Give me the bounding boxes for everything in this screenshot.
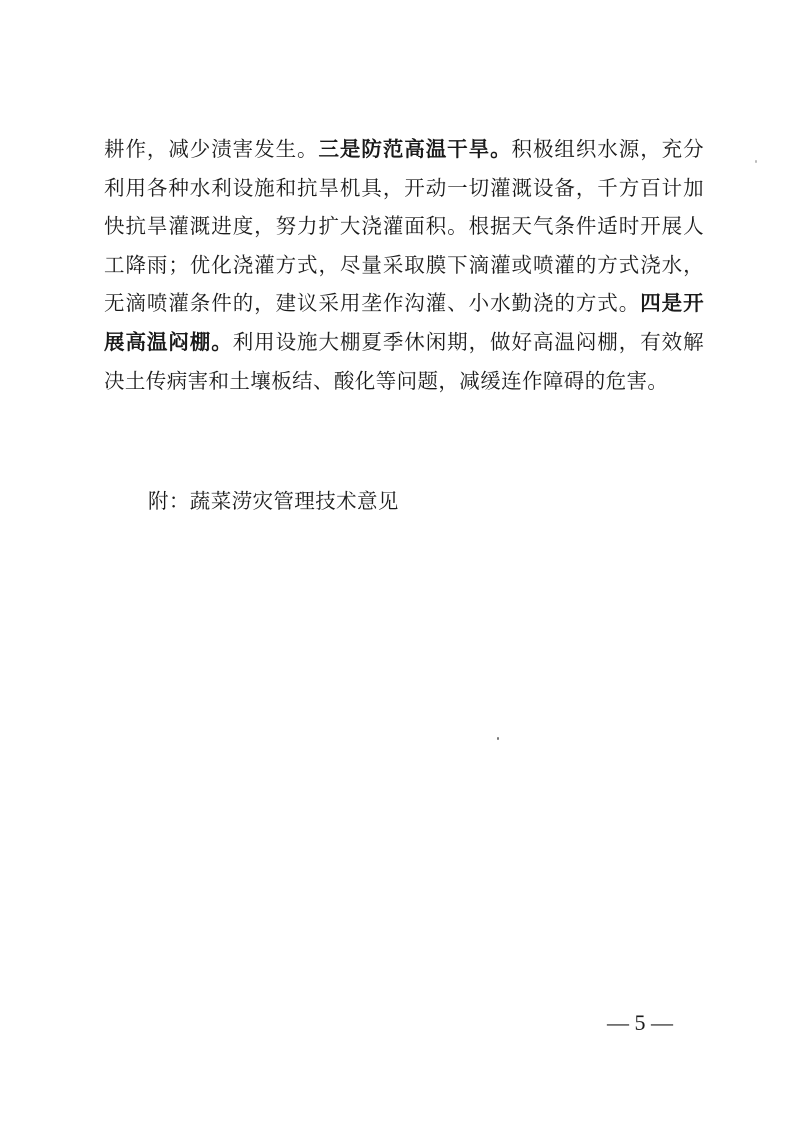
- text-segment: 利用设施大棚夏季休闲期，做好高温闷棚，有效解决土传病害和土壤板结、酸化等问题，减缓连作障碍的危害。: [104, 329, 704, 393]
- text-segment: 耕作，减少渍害发生。: [104, 137, 319, 161]
- attachment-note: 附：蔬菜涝灾管理技术意见: [148, 489, 399, 513]
- heading-high-temp-greenhouse: 四是开展高温闷棚。: [104, 291, 704, 354]
- body-paragraph: [104, 130, 704, 400]
- scan-speck: [497, 737, 499, 740]
- scan-speck: [755, 160, 757, 163]
- page-number: — 5 —: [607, 1010, 673, 1035]
- heading-high-temp-drought: 三是防范高温干旱。: [318, 137, 512, 161]
- text-segment: 积极组织水源，充分利用各种水利设施和抗旱机具，开动一切灌溉设备，千方百计加快抗旱灌溉进度，努力扩大浇灌面积。根据天气条件适时开展人工降雨；优化浇灌方式，尽量采取膜下滴灌或喷灌的方式浇水，无滴喷灌条件的，建议采用垄作沟灌、小水勤浇的方式。: [104, 137, 704, 316]
